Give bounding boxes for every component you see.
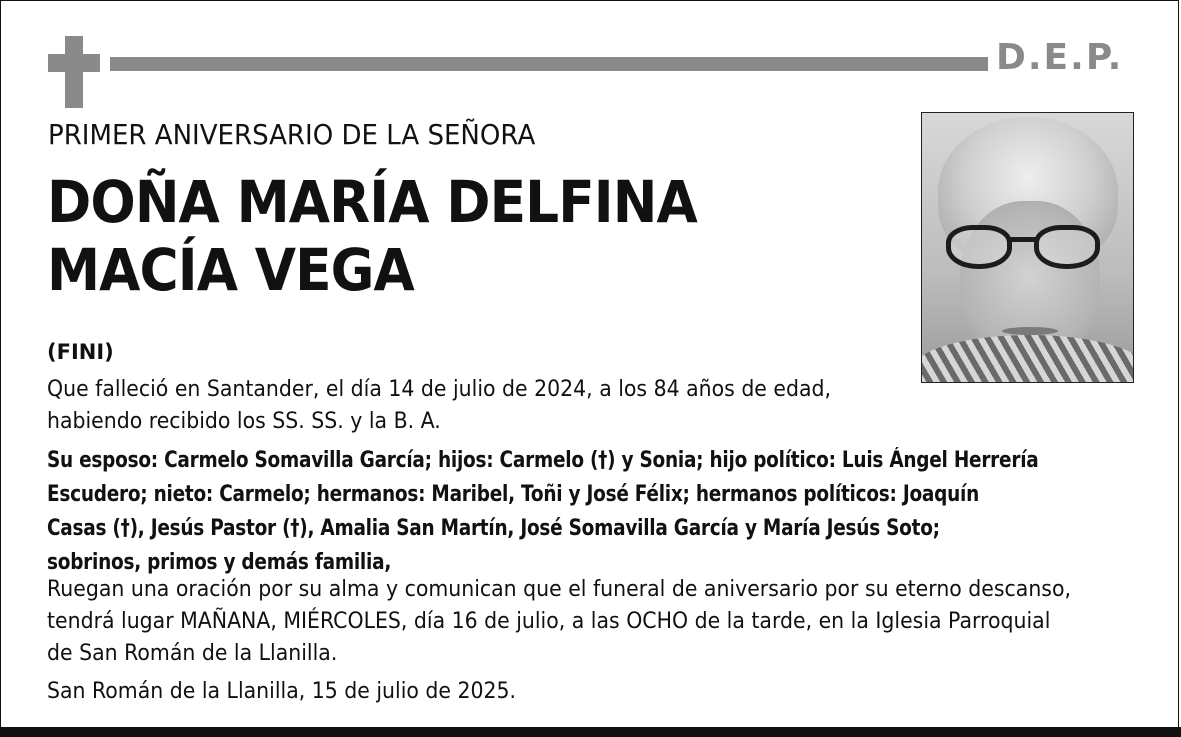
portrait-photo <box>921 112 1134 383</box>
family-line: Casas (†), Jesús Pastor (†), Amalia San Martín, José Somavilla García y María Jesús Soto; <box>47 516 940 541</box>
deceased-name-line-2: MACÍA VEGA <box>47 236 414 304</box>
family-line: sobrinos, primos y demás familia, <box>47 550 392 575</box>
deceased-name <box>47 168 697 304</box>
funeral-line: de San Román de la Llanilla. <box>47 641 338 666</box>
funeral-line: tendrá lugar MAÑANA, MIÉRCOLES, día 16 de julio, a las OCHO de la tarde, en la Iglesia Parroquial <box>47 609 1051 634</box>
family-line: Su esposo: Carmelo Somavilla García; hijos: Carmelo (†) y Sonia; hijo político: Luis Ángel Herrería <box>47 448 1039 473</box>
funeral-line: Ruegan una oración por su alma y comunican que el funeral de aniversario por su eterno descanso, <box>47 577 1071 602</box>
header-rule <box>110 57 988 71</box>
intro-line: habiendo recibido los SS. SS. y la B. A. <box>47 409 441 434</box>
deceased-nickname: (FINI) <box>47 340 114 364</box>
family-paragraph <box>47 444 1039 580</box>
deceased-name-line-1: DOÑA MARÍA DELFINA <box>47 168 697 236</box>
family-line: Escudero; nieto: Carmelo; hermanos: Maribel, Toñi y José Félix; hermanos políticos: Joaquín <box>47 482 980 507</box>
cross-icon <box>48 36 100 108</box>
intro-line: Que falleció en Santander, el día 14 de julio de 2024, a los 84 años de edad, <box>47 377 832 402</box>
funeral-paragraph <box>47 574 1071 670</box>
notice-subtitle: PRIMER ANIVERSARIO DE LA SEÑORA <box>48 118 536 151</box>
intro-paragraph <box>47 374 831 438</box>
dep-label: D.E.P. <box>996 37 1124 78</box>
place-date: San Román de la Llanilla, 15 de julio de 2025. <box>47 679 517 704</box>
bottom-rule <box>0 727 1181 737</box>
